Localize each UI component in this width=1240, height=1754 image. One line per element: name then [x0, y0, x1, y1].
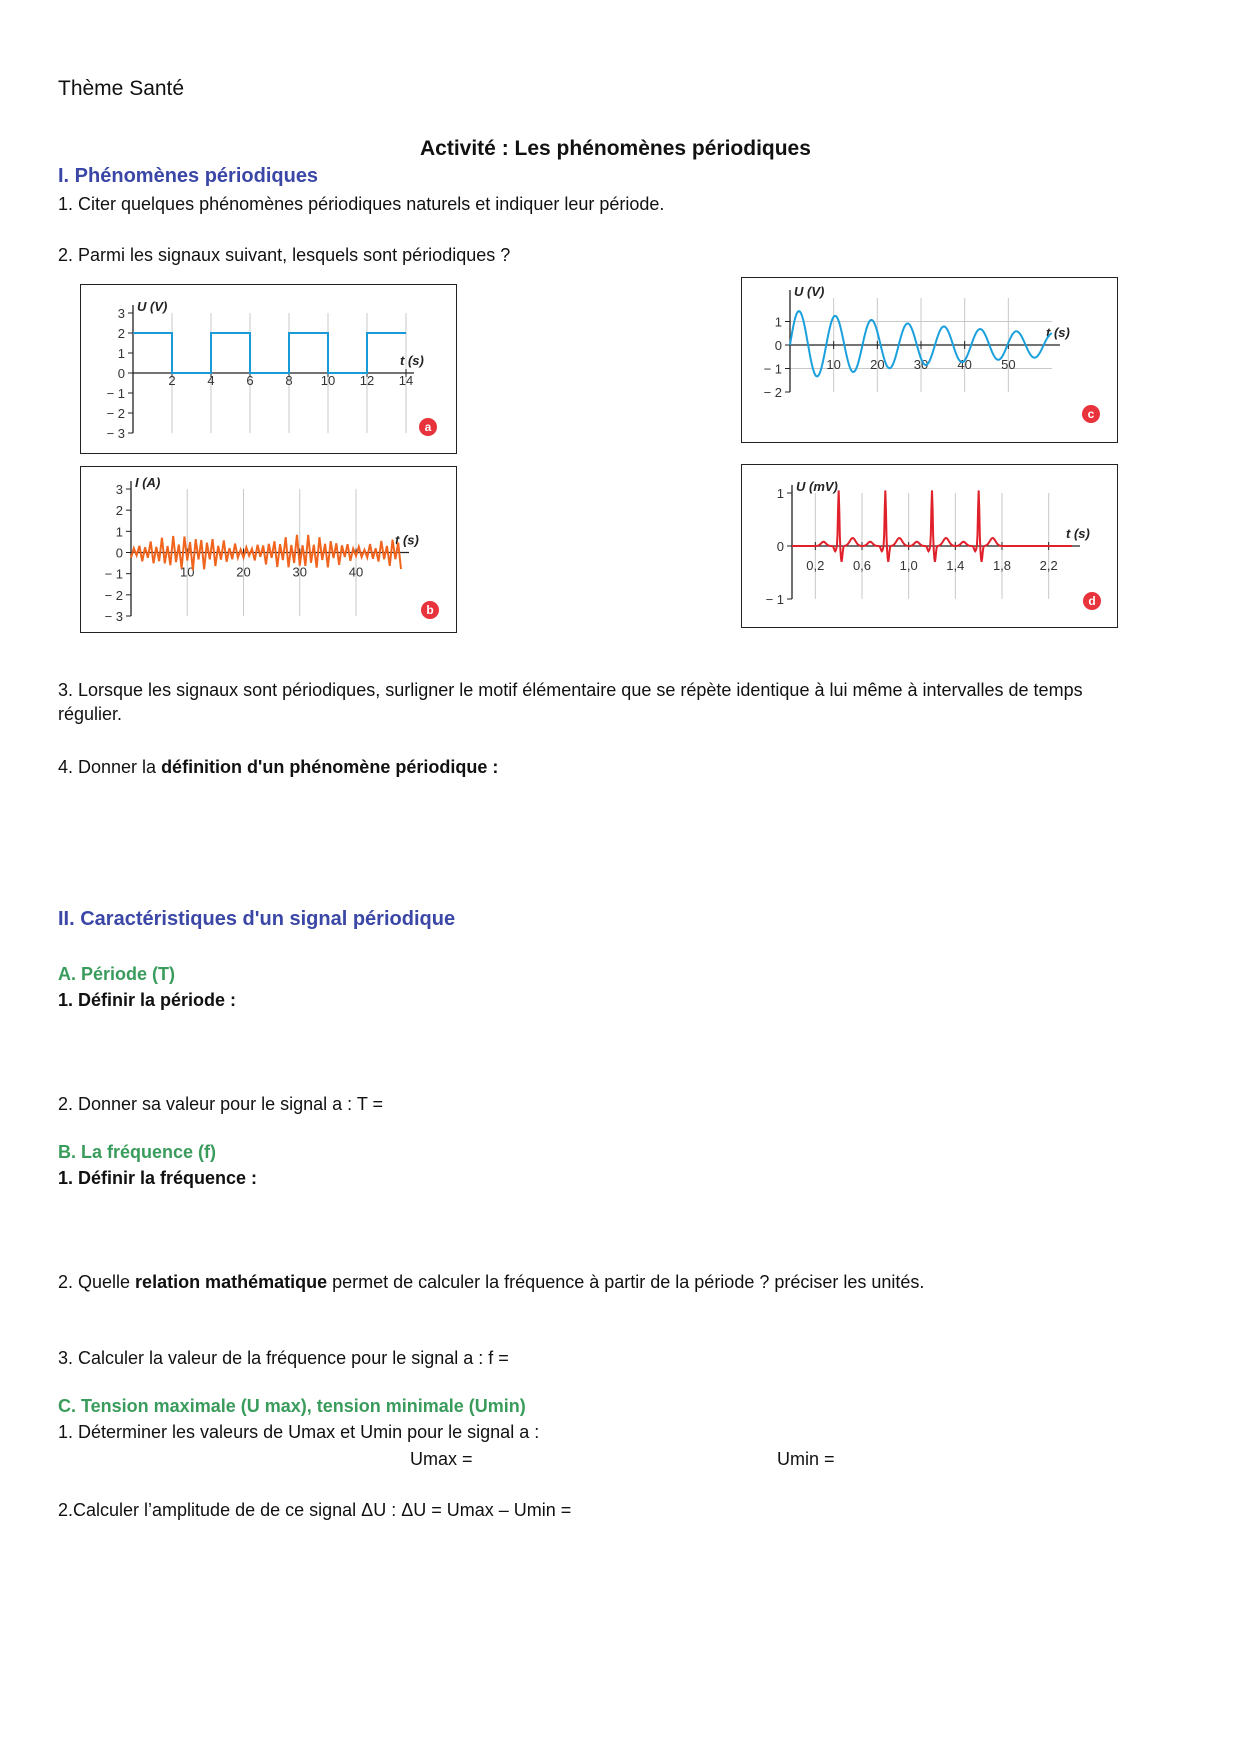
question-1-3-line1: 3. Lorsque les signaux sont périodiques, surligner le motif élémentaire que se répète identique à lui même à intervalles de temps: [58, 680, 1083, 700]
x-tick-label: 4: [207, 373, 215, 388]
y-tick-label: − 1: [763, 361, 782, 377]
question-2b-2-prefix: 2. Quelle: [58, 1272, 136, 1292]
y-tick-label: − 3: [106, 426, 125, 441]
y-tick-label: 3: [117, 306, 125, 321]
y-tick-label: 1: [117, 346, 125, 361]
badge-label: d: [1088, 594, 1096, 608]
y-tick-label: 2: [115, 503, 123, 519]
figure-c: [741, 277, 1118, 443]
y-tick-label: − 2: [104, 587, 123, 603]
question-2a-2: 2. Donner sa valeur pour le signal a : T =: [58, 1094, 384, 1114]
question-1-4: [58, 755, 498, 779]
question-2b-2-suffix: permet de calculer la fréquence à partir de la période ? préciser les unités.: [327, 1272, 925, 1292]
chart-b: [81, 467, 456, 632]
question-1-4-bold: définition d'un phénomène périodique :: [161, 757, 499, 777]
y-tick-label: − 3: [104, 609, 123, 624]
x-tick-label: 14: [398, 373, 414, 388]
x-tick-label: 50: [1001, 357, 1016, 372]
x-tick-label: 30: [292, 564, 307, 580]
y-tick-label: 0: [776, 539, 784, 554]
figure-d: [741, 464, 1118, 628]
question-2c-2: 2.Calculer l’amplitude de de ce signal ΔU : ΔU = Umax – Umin =: [58, 1500, 572, 1520]
x-tick-label: 10: [320, 373, 336, 388]
x-tick-label: 1,4: [946, 558, 965, 573]
y-axis-label: U (V): [794, 284, 825, 299]
theme-label: Thème Santé: [58, 77, 185, 100]
y-tick-label: 1: [115, 524, 123, 540]
chart-a: [81, 285, 456, 453]
y-axis-label: I (A): [135, 475, 161, 490]
y-axis-label: U (mV): [796, 479, 838, 494]
y-tick-label: 1: [774, 314, 782, 330]
y-tick-label: − 1: [104, 566, 123, 582]
y-tick-label: − 2: [763, 385, 782, 400]
badge-label: a: [424, 420, 432, 434]
x-axis-label: t (s): [395, 532, 419, 548]
question-2b-3: 3. Calculer la valeur de la fréquence pour le signal a : f =: [58, 1348, 509, 1368]
signal-line: [792, 490, 1072, 562]
x-tick-label: 40: [957, 357, 972, 372]
figure-a: [80, 284, 457, 454]
x-axis-label: t (s): [400, 353, 424, 368]
badge-label: b: [426, 603, 434, 617]
x-tick-label: 8: [285, 373, 293, 388]
chart-d: [742, 465, 1117, 627]
x-axis-label: t (s): [1066, 526, 1090, 541]
umin-label: Umin =: [777, 1449, 835, 1469]
signal-line: [133, 333, 406, 373]
y-tick-label: 0: [774, 338, 782, 353]
x-tick-label: 20: [236, 564, 251, 580]
section-2b-heading: B. La fréquence (f): [58, 1142, 217, 1162]
document-title: Activité : Les phénomènes périodiques: [420, 137, 811, 160]
badge-label: c: [1087, 407, 1095, 421]
x-tick-label: 20: [870, 357, 885, 372]
question-1-1: 1. Citer quelques phénomènes périodiques naturels et indiquer leur période.: [58, 194, 665, 214]
y-tick-label: − 1: [106, 386, 125, 401]
question-1-4-prefix: 4. Donner la: [58, 757, 162, 777]
x-tick-label: 40: [348, 564, 364, 580]
question-1-3-line2: régulier.: [58, 704, 123, 724]
x-tick-label: 2: [168, 373, 176, 388]
x-tick-label: 0,6: [852, 558, 872, 573]
question-2a-1: 1. Définir la période :: [58, 990, 237, 1010]
x-tick-label: 1,0: [899, 558, 918, 573]
x-tick-label: 0,2: [806, 558, 825, 573]
section-2a-heading: A. Période (T): [58, 964, 176, 984]
x-tick-label: 10: [826, 357, 841, 372]
question-2b-2-bold: relation mathématique: [135, 1272, 328, 1292]
x-tick-label: 30: [913, 357, 929, 372]
y-tick-label: − 1: [765, 592, 784, 607]
section-2c-heading: C. Tension maximale (U max), tension minimale (Umin): [58, 1396, 526, 1416]
x-tick-label: 6: [246, 373, 254, 388]
x-tick-label: 10: [180, 564, 195, 580]
y-tick-label: 0: [117, 366, 125, 381]
x-tick-label: 12: [359, 373, 375, 388]
y-axis-label: U (V): [137, 299, 168, 314]
y-tick-label: 2: [117, 326, 125, 341]
y-tick-label: 1: [776, 486, 784, 501]
question-1-2: 2. Parmi les signaux suivant, lesquels sont périodiques ?: [58, 245, 511, 265]
y-tick-label: 3: [115, 482, 123, 497]
x-axis-label: t (s): [1046, 325, 1070, 340]
y-tick-label: 0: [115, 545, 123, 561]
chart-c: [742, 278, 1117, 442]
question-2c-1: 1. Déterminer les valeurs de Umax et Umin pour le signal a :: [58, 1422, 540, 1442]
section-1-heading: I. Phénomènes périodiques: [58, 165, 319, 187]
x-tick-label: 2,2: [1039, 558, 1058, 573]
figure-b: [80, 466, 457, 633]
x-tick-label: 1,8: [992, 558, 1012, 573]
umax-label: Umax =: [410, 1449, 473, 1469]
section-2-heading: II. Caractéristiques d'un signal périodique: [58, 908, 456, 930]
y-tick-label: − 2: [106, 406, 125, 421]
question-2b-1: 1. Définir la fréquence :: [58, 1168, 258, 1188]
question-2b-2: [58, 1270, 924, 1294]
